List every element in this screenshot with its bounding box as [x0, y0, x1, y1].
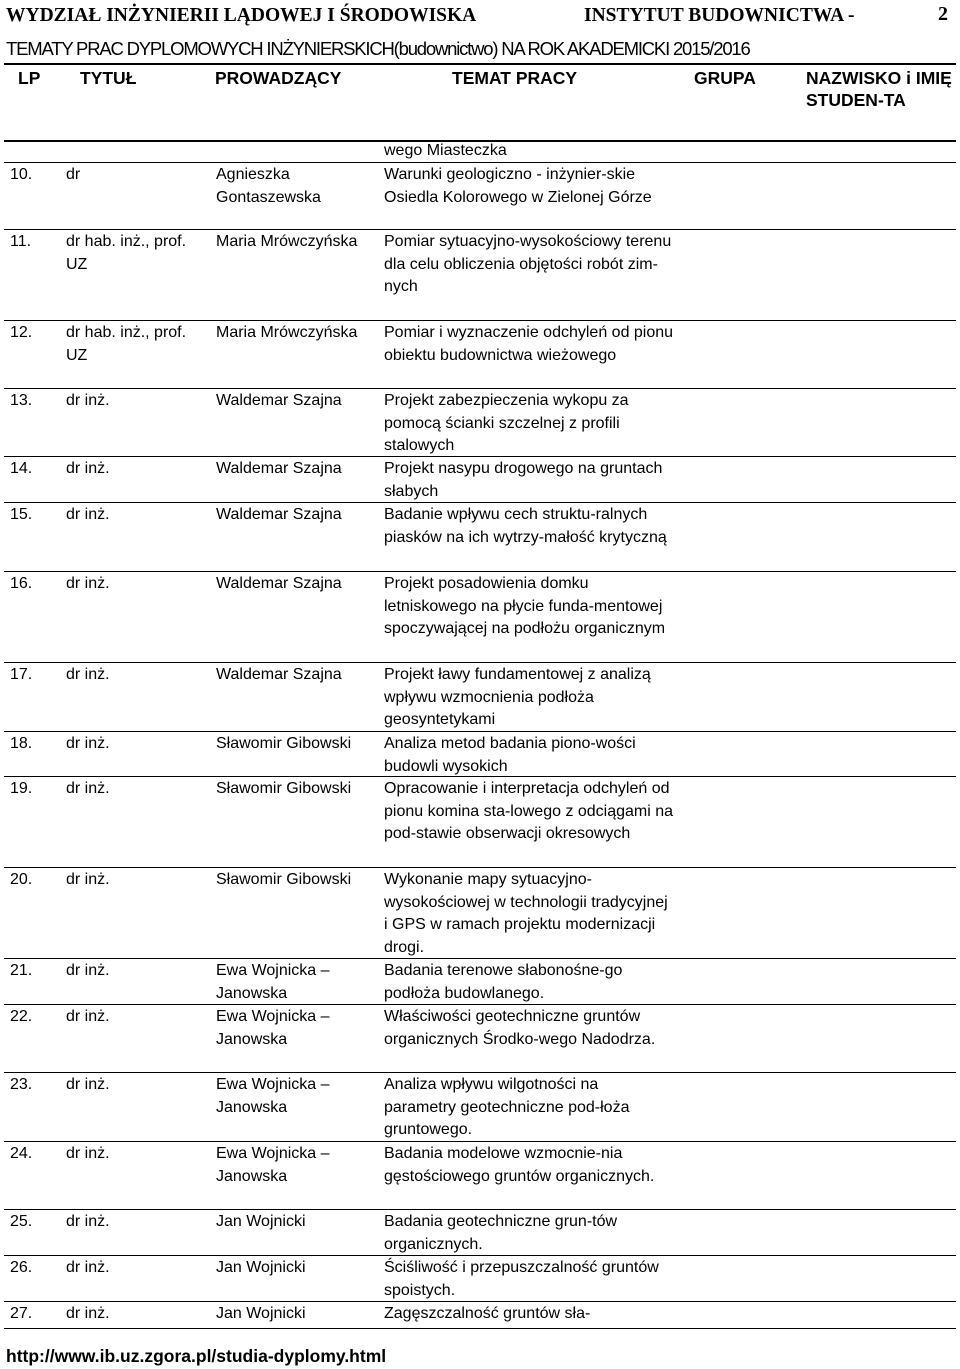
row-number: 10. — [10, 166, 33, 183]
row-title: dr inż. — [66, 962, 110, 979]
row-divider — [4, 229, 956, 230]
table-bottom-rule — [4, 1328, 956, 1329]
row-topic: Projekt posadowienia domku letniskowego na płycie funda-mentowej spoczywającej na podłożu organicznym — [384, 575, 666, 637]
column-header-temat: TEMAT PRACY — [452, 68, 578, 88]
row-supervisor: Jan Wojnicki — [216, 1213, 306, 1230]
row-number: 13. — [10, 392, 33, 409]
row-topic: Projekt nasypu drogowego na gruntach słabych — [384, 460, 663, 500]
row-number: 11. — [10, 233, 32, 250]
row-title: dr inż. — [66, 1076, 110, 1093]
row-topic: Ściśliwość i przepuszczalność gruntów spoistych. — [384, 1259, 659, 1299]
row-title: dr hab. inż., prof. UZ — [66, 233, 187, 273]
row-divider — [4, 502, 956, 503]
row-topic: Pomiar i wyznaczenie odchyleń od pionu obiektu budownictwa wieżowego — [384, 324, 674, 364]
row-topic: Badania terenowe słabonośne-go podłoża budowlanego. — [384, 962, 623, 1002]
row-topic: Badania geotechniczne grun-tów organicznych. — [384, 1213, 618, 1253]
row-divider — [4, 867, 956, 868]
row-number: 24. — [10, 1145, 33, 1162]
row-supervisor: Waldemar Szajna — [216, 575, 342, 592]
row-divider — [4, 162, 956, 163]
page-number: 2 — [938, 3, 948, 25]
row-topic: Warunki geologiczno - inżynier-skie Osiedla Kolorowego w Zielonej Górze — [384, 166, 652, 206]
footer-url: http://www.ib.uz.zgora.pl/studia-dyplomy.html — [6, 1346, 387, 1366]
row-number: 20. — [10, 871, 33, 888]
document-header — [6, 3, 954, 31]
row-supervisor: Waldemar Szajna — [216, 392, 342, 409]
row-topic: Analiza metod badania piono-wości budowli wysokich — [384, 735, 636, 775]
row-number: 23. — [10, 1076, 33, 1093]
row-supervisor: Ewa Wojnicka – Janowska — [216, 1008, 330, 1048]
row-number: 16. — [10, 575, 33, 592]
row-topic: Opracowanie i interpretacja odchyleń od pionu komina sta-lowego z odciągami na pod-stawie obserwacji okresowych — [384, 780, 674, 842]
row-title: dr inż. — [66, 1145, 110, 1162]
row-divider — [4, 1209, 956, 1210]
row-topic: Projekt ławy fundamentowej z analizą wpływu wzmocnienia podłoża geosyntetykami — [384, 666, 651, 728]
row-divider — [4, 1072, 956, 1073]
row-title: dr inż. — [66, 735, 110, 752]
row-divider — [4, 1004, 956, 1005]
row-number: 27. — [10, 1305, 33, 1322]
row-supervisor: Waldemar Szajna — [216, 666, 342, 683]
column-header-tytul: TYTUŁ — [80, 68, 137, 88]
row-topic: Badanie wpływu cech struktu-ralnych piasków na ich wytrzy-małość krytyczną — [384, 506, 667, 546]
row-topic: Wykonanie mapy sytuacyjno-wysokościowej w technologii tradycyjnej i GPS w ramach projektu modernizacji drogi. — [384, 871, 668, 956]
row-title: dr inż. — [66, 1213, 110, 1230]
row-number: 18. — [10, 735, 33, 752]
column-header-prowadzacy: PROWADZĄCY — [215, 68, 342, 88]
row-supervisor: Ewa Wojnicka – Janowska — [216, 1145, 330, 1185]
row-title: dr inż. — [66, 506, 110, 523]
row-divider — [4, 776, 956, 777]
row-topic: Analiza wpływu wilgotności na parametry geotechniczne pod-łoża gruntowego. — [384, 1076, 630, 1138]
row-title: dr inż. — [66, 871, 110, 888]
column-header-grupa: GRUPA — [694, 68, 756, 88]
row-divider — [4, 958, 956, 959]
row-number: 17. — [10, 666, 33, 683]
row-divider — [4, 388, 956, 389]
row-number: 25. — [10, 1213, 33, 1230]
row-divider — [4, 571, 956, 572]
row-divider — [4, 320, 956, 321]
row-supervisor: Maria Mrówczyńska — [216, 324, 358, 341]
column-header-lp: LP — [18, 68, 41, 88]
continued-topic-text: wego Miasteczka — [384, 142, 507, 159]
row-supervisor: Jan Wojnicki — [216, 1305, 306, 1322]
row-supervisor: Sławomir Gibowski — [216, 780, 352, 797]
row-title: dr — [66, 166, 81, 183]
row-divider — [4, 731, 956, 732]
row-supervisor: Agnieszka Gontaszewska — [216, 166, 321, 206]
faculty-name: WYDZIAŁ INŻYNIERII LĄDOWEJ I ŚRODOWISKA — [6, 5, 477, 26]
row-topic: Zagęszczalność gruntów sła- — [384, 1305, 591, 1322]
row-title: dr inż. — [66, 1259, 110, 1276]
row-number: 15. — [10, 506, 33, 523]
row-number: 12. — [10, 324, 33, 341]
row-topic: Właściwości geotechniczne gruntów organicznych Środko-wego Nadodrza. — [384, 1008, 656, 1048]
row-title: dr inż. — [66, 392, 110, 409]
row-number: 19. — [10, 780, 33, 797]
row-divider — [4, 456, 956, 457]
row-title: dr inż. — [66, 780, 110, 797]
row-divider — [4, 662, 956, 663]
row-title: dr inż. — [66, 1008, 110, 1025]
row-supervisor: Waldemar Szajna — [216, 506, 342, 523]
header-top-rule — [4, 63, 956, 65]
row-divider — [4, 1255, 956, 1256]
row-number: 21. — [10, 962, 33, 979]
row-title: dr hab. inż., prof. UZ — [66, 324, 187, 364]
row-title: dr inż. — [66, 1305, 110, 1322]
column-header-nazwisko: NAZWISKO i IMIĘ STUDEN-TA — [806, 68, 952, 110]
row-supervisor: Sławomir Gibowski — [216, 735, 352, 752]
row-topic: Badania modelowe wzmocnie-nia gęstościowego gruntów organicznych. — [384, 1145, 655, 1185]
row-topic: Pomiar sytuacyjno-wysokościowy terenu dla celu obliczenia objętości robót zim-nych — [384, 233, 672, 295]
row-supervisor: Ewa Wojnicka – Janowska — [216, 962, 330, 1002]
row-divider — [4, 1301, 956, 1302]
row-title: dr inż. — [66, 575, 110, 592]
row-topic: Projekt zabezpieczenia wykopu za pomocą ścianki szczelnej z profili stalowych — [384, 392, 629, 454]
row-supervisor: Ewa Wojnicka – Janowska — [216, 1076, 330, 1116]
row-supervisor: Maria Mrówczyńska — [216, 233, 358, 250]
row-divider — [4, 1141, 956, 1142]
row-supervisor: Sławomir Gibowski — [216, 871, 352, 888]
row-number: 22. — [10, 1008, 33, 1025]
row-supervisor: Jan Wojnicki — [216, 1259, 306, 1276]
row-supervisor: Waldemar Szajna — [216, 460, 342, 477]
document-subtitle: TEMATY PRAC DYPLOMOWYCH INŻYNIERSKICH(budownictwo) NA ROK AKADEMICKI 2015/2016 — [6, 38, 750, 59]
institute-name: INSTYTUT BUDOWNICTWA - — [584, 5, 855, 26]
row-number: 14. — [10, 460, 33, 477]
row-number: 26. — [10, 1259, 33, 1276]
row-title: dr inż. — [66, 666, 110, 683]
row-title: dr inż. — [66, 460, 110, 477]
